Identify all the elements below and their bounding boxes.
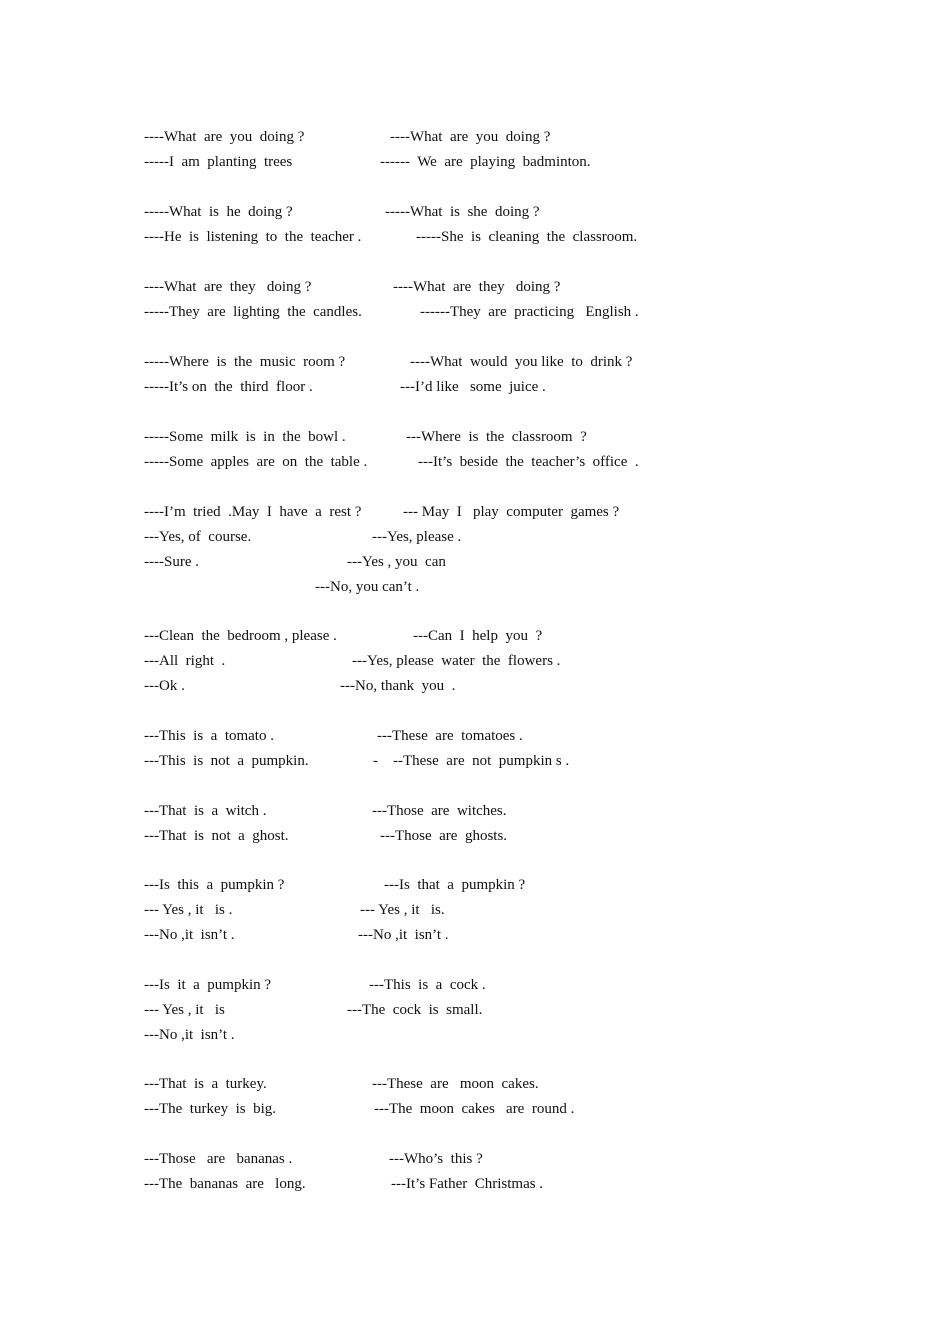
right-text: ------ We are playing badminton.	[380, 154, 591, 170]
left-text: -----They are lighting the candles.	[144, 304, 362, 320]
left-text: ---All right .	[144, 653, 226, 669]
left-text: --- Yes , it is .	[144, 902, 233, 918]
dialogue-line	[0, 925, 950, 947]
right-text: ---Yes, please water the flowers .	[352, 653, 561, 669]
left-text: ---Ok .	[144, 678, 185, 694]
right-text: ---Who’s this ?	[389, 1151, 483, 1167]
right-text: ----What would you like to drink ?	[410, 354, 633, 370]
right-text: ------They are practicing English .	[420, 304, 639, 320]
left-text: -----It’s on the third floor .	[144, 379, 313, 395]
dialogue-line	[0, 1025, 950, 1047]
left-text: ---This is a tomato .	[144, 728, 274, 744]
right-text: ---No ,it isn’t .	[358, 927, 449, 943]
dialogue-line	[0, 975, 950, 997]
left-text: -----Some apples are on the table .	[144, 454, 368, 470]
right-text: --- Yes , it is.	[360, 902, 445, 918]
dialogue-line	[0, 1099, 950, 1121]
dialogue-line	[0, 127, 950, 149]
dialogue-line	[0, 626, 950, 648]
dialogue-line	[0, 302, 950, 324]
dialogue-line	[0, 1074, 950, 1096]
left-text: ---Is this a pumpkin ?	[144, 877, 285, 893]
left-text: -----Some milk is in the bowl .	[144, 429, 346, 445]
right-text: --- May I play computer games ?	[403, 504, 620, 520]
dialogue-line	[0, 152, 950, 174]
dialogue-line	[0, 577, 950, 599]
dialogue-line	[0, 527, 950, 549]
left-text: ---No ,it isn’t .	[144, 927, 235, 943]
right-text: ---This is a cock .	[369, 977, 486, 993]
left-text: ----I’m tried .May I have a rest ?	[144, 504, 362, 520]
dialogue-line	[0, 726, 950, 748]
dialogue-line	[0, 676, 950, 698]
left-text: ---Is it a pumpkin ?	[144, 977, 272, 993]
dialogue-line	[0, 801, 950, 823]
right-text: ---Can I help you ?	[413, 628, 543, 644]
left-text: -----Where is the music room ?	[144, 354, 346, 370]
dialogue-line	[0, 651, 950, 673]
dialogue-line	[0, 1000, 950, 1022]
right-text: ---Those are ghosts.	[380, 828, 508, 844]
right-text: - --These are not pumpkin s .	[373, 753, 570, 769]
right-text: ---The moon cakes are round .	[374, 1101, 575, 1117]
left-text: ---Yes, of course.	[144, 529, 252, 545]
dialogue-line	[0, 227, 950, 249]
right-text: ---It’s beside the teacher’s office .	[418, 454, 639, 470]
left-text: ----What are you doing ?	[144, 129, 305, 145]
left-text: ----What are they doing ?	[144, 279, 312, 295]
right-text: -----She is cleaning the classroom.	[416, 229, 638, 245]
dialogue-line	[0, 377, 950, 399]
dialogue-line	[0, 502, 950, 524]
right-text: ---Is that a pumpkin ?	[384, 877, 526, 893]
right-text: ----What are they doing ?	[393, 279, 561, 295]
dialogue-line	[0, 352, 950, 374]
right-text: ---The cock is small.	[347, 1002, 483, 1018]
dialogue-line	[0, 552, 950, 574]
right-text: ---It’s Father Christmas .	[391, 1176, 544, 1192]
left-text: ---This is not a pumpkin.	[144, 753, 309, 769]
right-text: ---Those are witches.	[372, 803, 507, 819]
dialogue-line	[0, 427, 950, 449]
dialogue-line	[0, 1174, 950, 1196]
dialogue-line	[0, 875, 950, 897]
left-text: ---No ,it isn’t .	[144, 1027, 235, 1043]
right-text: -----What is she doing ?	[385, 204, 540, 220]
left-text: ---That is not a ghost.	[144, 828, 289, 844]
right-text: ---No, you can’t .	[315, 579, 420, 595]
left-text: ----Sure .	[144, 554, 199, 570]
right-text: ---These are tomatoes .	[377, 728, 523, 744]
left-text: ----He is listening to the teacher .	[144, 229, 362, 245]
left-text: ---That is a turkey.	[144, 1076, 267, 1092]
dialogue-line	[0, 751, 950, 773]
left-text: ---That is a witch .	[144, 803, 267, 819]
dialogue-line	[0, 277, 950, 299]
dialogue-line	[0, 826, 950, 848]
right-text: ---No, thank you .	[340, 678, 456, 694]
right-text: ---These are moon cakes.	[372, 1076, 539, 1092]
left-text: ---Clean the bedroom , please .	[144, 628, 337, 644]
left-text: -----What is he doing ?	[144, 204, 293, 220]
left-text: ---The turkey is big.	[144, 1101, 277, 1117]
left-text: ---Those are bananas .	[144, 1151, 293, 1167]
dialogue-line	[0, 452, 950, 474]
left-text: --- Yes , it is	[144, 1002, 225, 1018]
right-text: ---Yes, please .	[372, 529, 462, 545]
left-text: -----I am planting trees	[144, 154, 293, 170]
right-text: ---Where is the classroom ?	[406, 429, 587, 445]
right-text: ----What are you doing ?	[390, 129, 551, 145]
right-text: ---I’d like some juice .	[400, 379, 546, 395]
right-text: ---Yes , you can	[347, 554, 446, 570]
dialogue-line	[0, 202, 950, 224]
dialogue-line	[0, 1149, 950, 1171]
dialogue-line	[0, 900, 950, 922]
left-text: ---The bananas are long.	[144, 1176, 306, 1192]
